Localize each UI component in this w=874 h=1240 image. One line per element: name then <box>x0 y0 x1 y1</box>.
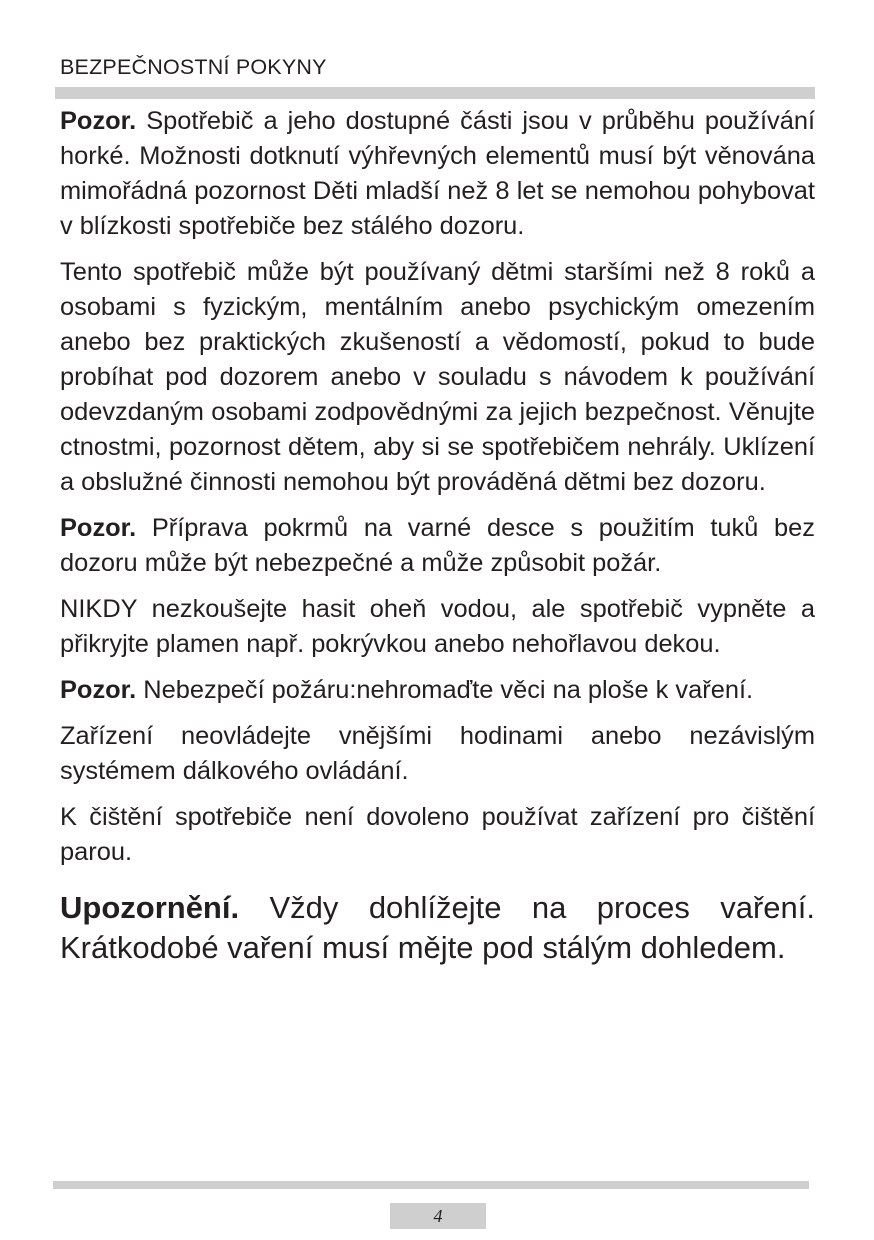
notice-supervise-cooking <box>60 888 815 968</box>
page-number: 4 <box>390 1203 486 1229</box>
warning-label: Pozor. <box>60 514 137 542</box>
paragraph-external-timer <box>60 719 815 789</box>
paragraph-steam-cleaning <box>60 800 815 870</box>
notice-text: Vždy dohlížejte na proces vaření. Krátkodobé vaření musí mějte pod stálým dohledem. <box>60 890 815 965</box>
paragraph-text: Zařízení neovládejte vnějšími hodinami anebo nezávislým systémem dálkového ovládání. <box>60 722 815 785</box>
paragraph-warning-fire <box>60 673 815 708</box>
paragraph-warning-fats <box>60 511 815 581</box>
paragraph-never-water <box>60 592 815 662</box>
paragraph-text: Tento spotřebič může být používaný dětmi staršími než 8 roků a osobami s fyzickým, mentálním anebo psychickým omezením anebo bez praktických zkušeností a vědomostí, pokud to bude probíhat pod dozorem anebo v souladu s návodem k používání odevzdaným osobami zodpovědnými za jejich bezpečnost. Věnujte ctnostmi, pozornost dětem, aby si se spotřebičem nehrály. Uklízení a obslužné činnosti nemohou být prováděná dětmi bez dozoru. <box>60 258 815 496</box>
safety-instructions <box>60 104 815 999</box>
paragraph-text: NIKDY nezkoušejte hasit oheň vodou, ale spotřebič vypněte a přikryjte plamen např. pokrývkou anebo nehořlavou dekou. <box>60 595 815 658</box>
paragraph-children-supervision <box>60 255 815 500</box>
paragraph-text: K čištění spotřebiče není dovoleno používat zařízení pro čištění parou. <box>60 803 815 866</box>
paragraph-text: Spotřebič a jeho dostupné části jsou v průběhu používání horké. Možnosti dotknutí výhřevných elementů musí být věnována mimořádná pozornost Děti mladší než 8 let se nemohou pohybovat v blízkosti spotřebiče bez stálého dozoru. <box>60 107 815 240</box>
paragraph-warning-hot-parts <box>60 104 815 244</box>
warning-label: Pozor. <box>60 676 137 704</box>
header-rule <box>55 87 815 99</box>
warning-label: Pozor. <box>60 107 137 135</box>
paragraph-text: Příprava pokrmů na varné desce s použitím tuků bez dozoru může být nebezpečné a může způsobit požár. <box>60 514 815 577</box>
footer-rule <box>53 1181 809 1189</box>
paragraph-text: Nebezpečí požáru:nehromaďte věci na ploše k vaření. <box>136 676 754 704</box>
notice-label: Upozornění. <box>60 890 240 925</box>
section-title: BEZPEČNOSTNÍ POKYNY <box>60 55 327 79</box>
